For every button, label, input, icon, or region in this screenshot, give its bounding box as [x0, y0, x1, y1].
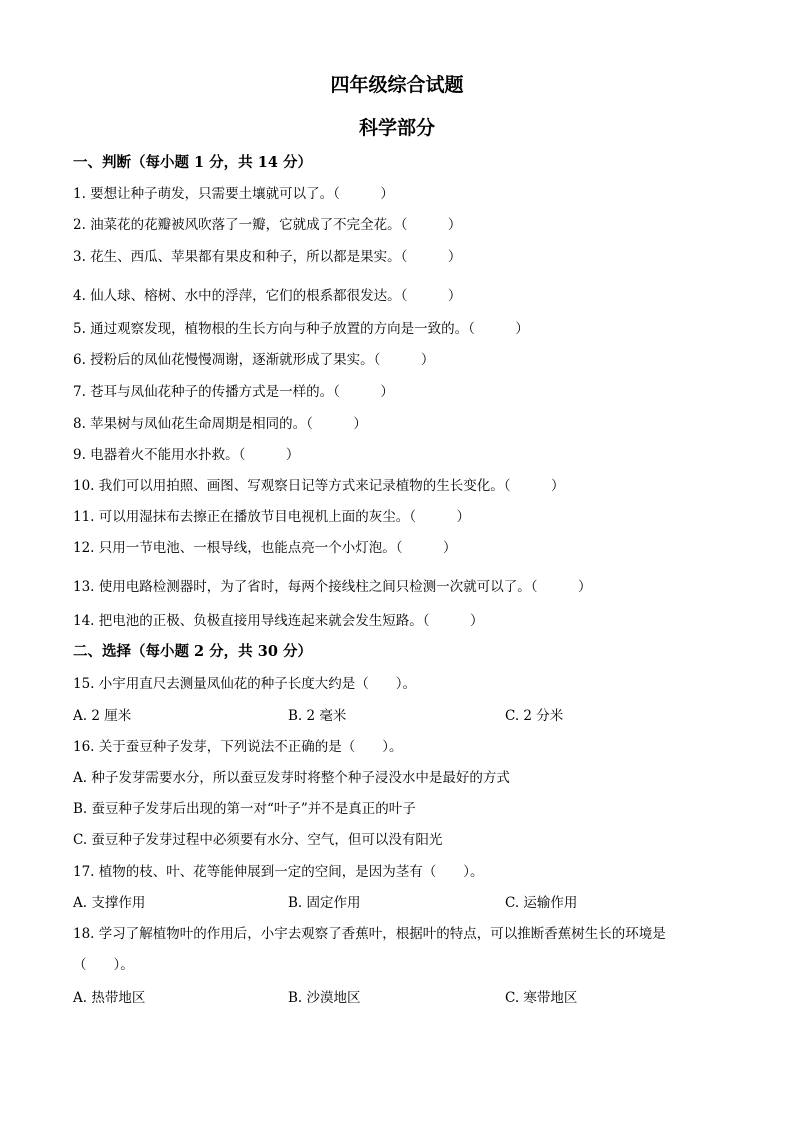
question-13: 13. 使用电路检测器时，为了省时，每两个接线柱之间只检测一次就可以了。（ ） [73, 579, 592, 595]
q15-option-a: A. 2 厘米 [73, 708, 132, 724]
q18-option-b: B. 沙漠地区 [288, 990, 361, 1006]
question-7: 7. 苍耳与凤仙花种子的传播方式是一样的。（ ） [73, 384, 394, 400]
question-8: 8. 苹果树与凤仙花生命周期是相同的。（ ） [73, 416, 367, 432]
q17-option-b: B. 固定作用 [288, 895, 361, 911]
question-5: 5. 通过观察发现，植物根的生长方向与种子放置的方向是一致的。（ ） [73, 321, 529, 337]
q16-option-b: B. 蚕豆种子发芽后出现的第一对“叶子”并不是真正的叶子 [73, 801, 416, 817]
q16-option-c: C. 蚕豆种子发芽过程中必须要有水分、空气，但可以没有阳光 [73, 832, 443, 848]
q15-option-c: C. 2 分米 [505, 708, 564, 724]
q16-option-a: A. 种子发芽需要水分，所以蚕豆发芽时将整个种子浸没水中是最好的方式 [73, 770, 510, 786]
question-15: 15. 小宇用直尺去测量凤仙花的种子长度大约是（ ）。 [73, 676, 417, 692]
question-18-line1: 18. 学习了解植物叶的作用后，小宇去观察了香蕉叶，根据叶的特点，可以推断香蕉树生长的环境是 [73, 926, 666, 942]
question-9: 9. 电器着火不能用水扑救。（ ） [73, 447, 300, 463]
question-17: 17. 植物的枝、叶、花等能伸展到一定的空间，是因为茎有（ ）。 [73, 864, 484, 880]
q18-option-a: A. 热带地区 [73, 990, 146, 1006]
question-12: 12. 只用一节电池、一根导线，也能点亮一个小灯泡。（ ） [73, 540, 457, 556]
question-16: 16. 关于蚕豆种子发芽，下列说法不正确的是（ ）。 [73, 739, 403, 755]
question-14: 14. 把电池的正极、负极直接用导线连起来就会发生短路。（ ） [73, 613, 484, 629]
question-2: 2. 油菜花的花瓣被风吹落了一瓣，它就成了不完全花。（ ） [73, 217, 462, 233]
question-1: 1. 要想让种子萌发，只需要土壤就可以了。（ ） [73, 186, 394, 202]
page-title: 四年级综合试题 [330, 74, 464, 96]
question-3: 3. 花生、西瓜、苹果都有果皮和种子，所以都是果实。（ ） [73, 249, 462, 265]
q15-option-b: B. 2 毫米 [288, 708, 347, 724]
q17-option-a: A. 支撑作用 [73, 895, 146, 911]
question-18-line2: （ ）。 [73, 957, 134, 973]
question-10: 10. 我们可以用拍照、画图、写观察日记等方式来记录植物的生长变化。（ ） [73, 478, 565, 494]
section-heading-choice: 二、选择（每小题 2 分，共 30 分） [73, 643, 312, 660]
question-4: 4. 仙人球、榕树、水中的浮萍，它们的根系都很发达。（ ） [73, 288, 462, 304]
q18-option-c: C. 寒带地区 [505, 990, 578, 1006]
question-6: 6. 授粉后的凤仙花慢慢凋谢，逐渐就形成了果实。（ ） [73, 352, 435, 368]
q17-option-c: C. 运输作用 [505, 895, 578, 911]
section-heading-judgment: 一、判断（每小题 1 分，共 14 分） [73, 154, 312, 171]
question-11: 11. 可以用湿抹布去擦正在播放节目电视机上面的灰尘。（ ） [73, 509, 471, 525]
page-subtitle: 科学部分 [358, 117, 435, 139]
